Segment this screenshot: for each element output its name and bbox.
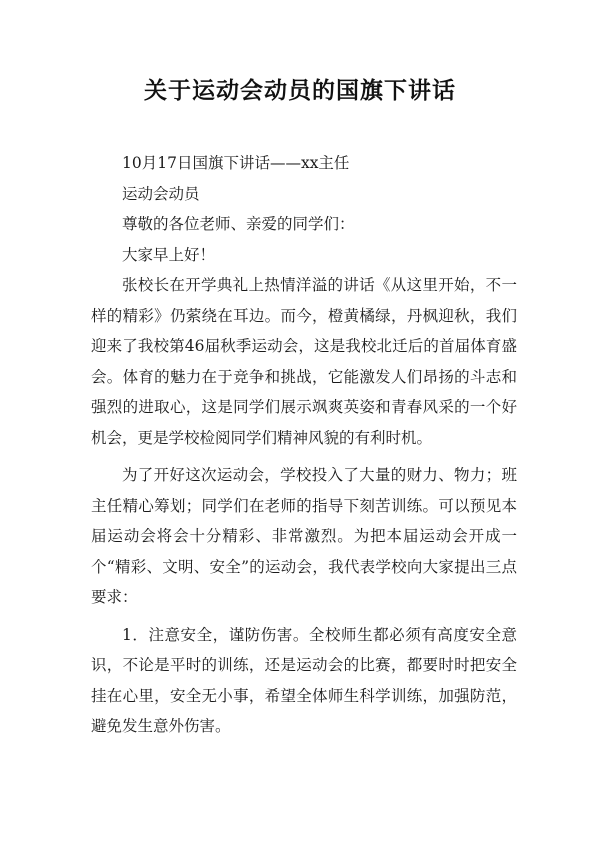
body-paragraph: 为了开好这次运动会，学校投入了大量的财力、物力；班主任精心筹划；同学们在老师的指导下刻苦训练。可以预见本届运动会将会十分精彩、非常激烈。为把本届运动会开成一个“精彩、文明、安全”的运动会，我代表学校向大家提出三点要求： [91,466,517,606]
document-title: 关于运动会动员的国旗下讲话 [144,77,456,104]
date-line: 10月17日国旗下讲话——xx主任 [122,154,350,172]
body-paragraph: 张校长在开学典礼上热情洋溢的讲话《从这里开始，不一样的精彩》仍萦绕在耳边。而今，橙黄橘绿，丹枫迎秋，我们迎来了我校第46届秋季运动会，这是我校北迁后的首届体育盛会。体育的魅力在于竞争和挑战，它能激发人们昂扬的斗志和强烈的进取心，这是同学们展示飒爽英姿和青春风采的一个好机会，更是学校检阅同学们精神风貌的有利时机。 [91,276,517,447]
body-paragraph: 1．注意安全，谨防伤害。全校师生都必须有高度安全意识，不论是平时的训练，还是运动会的比赛，都要时时把安全挂在心里，安全无小事，希望全体师生科学训练，加强防范，避免发生意外伤害。 [91,625,517,735]
salutation: 尊敬的各位老师、亲爱的同学们： [122,215,355,233]
greeting: 大家早上好！ [122,245,216,264]
document-body [91,148,517,742]
subject-line: 运动会动员 [122,184,200,203]
